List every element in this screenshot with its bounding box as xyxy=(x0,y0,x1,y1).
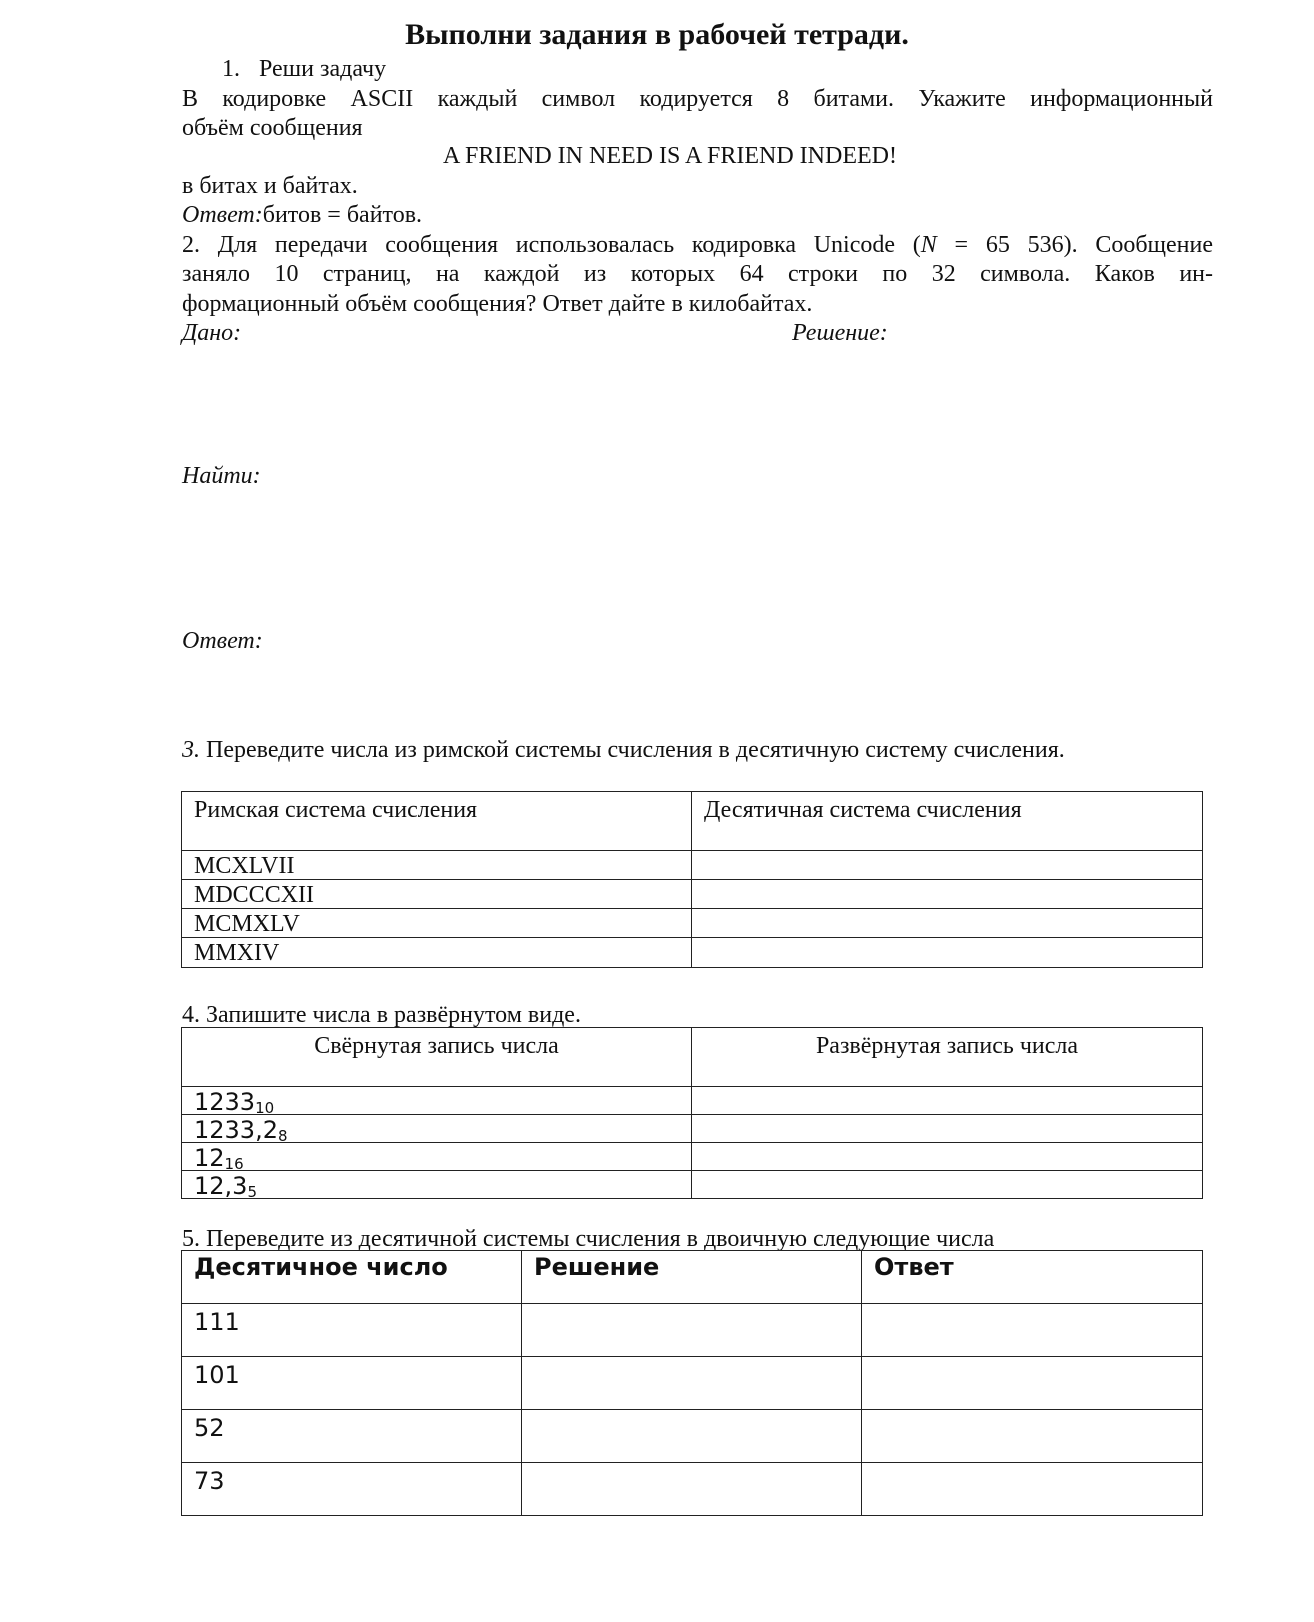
number-base: 8 xyxy=(277,1127,288,1143)
binary-table-header-solution: Решение xyxy=(522,1251,862,1304)
solution-cell[interactable] xyxy=(522,1304,862,1357)
roman-value: MMXIV xyxy=(182,938,692,968)
decimal-number: 111 xyxy=(182,1304,522,1357)
task2-solution-label: Решение: xyxy=(792,320,888,346)
task2-find-label: Найти: xyxy=(182,463,261,489)
task2-line1-part1: 2. Для передачи сообщения использовалась кодировка Unicode ( xyxy=(182,232,921,258)
expanded-answer-cell[interactable] xyxy=(692,1143,1203,1171)
roman-value: MCXLVII xyxy=(182,851,692,880)
expanded-answer-cell[interactable] xyxy=(692,1171,1203,1199)
binary-table-header-answer: Ответ xyxy=(862,1251,1203,1304)
roman-value: MCMXLV xyxy=(182,909,692,938)
answer-cell[interactable] xyxy=(862,1357,1203,1410)
roman-table xyxy=(181,791,1203,968)
task1-text-line3: в битах и байтах. xyxy=(182,173,358,199)
expanded-table-header-short: Свёрнутая запись числа xyxy=(182,1028,692,1087)
task1-number: 1. xyxy=(222,56,240,82)
roman-table-header-roman: Римская система счисления xyxy=(182,792,692,851)
decimal-answer-cell[interactable] xyxy=(692,938,1203,968)
short-number xyxy=(182,1115,692,1143)
number-base: 5 xyxy=(247,1183,257,1199)
decimal-number: 52 xyxy=(182,1410,522,1463)
decimal-answer-cell[interactable] xyxy=(692,880,1203,909)
task2-n-symbol: N xyxy=(920,232,937,258)
number-digits: 1233,2 xyxy=(194,1116,278,1143)
decimal-number: 101 xyxy=(182,1357,522,1410)
expanded-answer-cell[interactable] xyxy=(692,1115,1203,1143)
expanded-table-header-expanded: Развёрнутая запись числа xyxy=(692,1028,1203,1087)
roman-table-header-decimal: Десятичная система счисления xyxy=(692,792,1203,851)
number-digits: 12 xyxy=(194,1144,225,1171)
solution-cell[interactable] xyxy=(522,1410,862,1463)
task5-heading: 5. Переведите из десятичной системы счисления в двоичную следующие числа xyxy=(182,1226,995,1252)
answer-cell[interactable] xyxy=(862,1410,1203,1463)
binary-table xyxy=(181,1250,1203,1516)
task2-text-line3: формационный объём сообщения? Ответ дайте в килобайтах. xyxy=(182,291,813,317)
expanded-table xyxy=(181,1027,1203,1199)
expanded-answer-cell[interactable] xyxy=(692,1087,1203,1115)
short-number xyxy=(182,1087,692,1115)
number-base: 16 xyxy=(224,1155,244,1171)
task2-text-line1 xyxy=(182,233,1213,257)
task2-line1-part2: = 65 536). Сообщение xyxy=(936,232,1214,258)
task4-heading: 4. Запишите числа в развёрнутом виде. xyxy=(182,1002,581,1028)
answer-cell[interactable] xyxy=(862,1463,1203,1516)
task1-answer-label: Ответ: xyxy=(182,202,263,228)
task1-phrase: A FRIEND IN NEED IS A FRIEND INDEED! xyxy=(443,143,897,169)
page-title: Выполни задания в рабочей тетради. xyxy=(405,18,909,51)
decimal-answer-cell[interactable] xyxy=(692,851,1203,880)
number-digits: 1233 xyxy=(194,1088,256,1115)
roman-value: MDCCCXII xyxy=(182,880,692,909)
solution-cell[interactable] xyxy=(522,1357,862,1410)
task1-text-line1: В кодировке ASCII каждый символ кодируется 8 битами. Укажите информационный xyxy=(182,86,1213,112)
task3-heading xyxy=(182,738,1065,762)
task2-text-line2: заняло 10 страниц, на каждой из которых 64 строки по 32 символа. Каков ин- xyxy=(182,261,1213,287)
short-number xyxy=(182,1171,692,1199)
task1-answer-line xyxy=(182,203,422,227)
task1-text-line2: объём сообщения xyxy=(182,115,363,141)
short-number xyxy=(182,1143,692,1171)
task2-given-label: Дано: xyxy=(182,320,242,346)
task1-answer-text: битов = байтов. xyxy=(262,202,423,228)
number-digits: 12,3 xyxy=(194,1172,248,1199)
task3-number: 3. xyxy=(182,737,200,763)
decimal-answer-cell[interactable] xyxy=(692,909,1203,938)
solution-cell[interactable] xyxy=(522,1463,862,1516)
task2-answer-label: Ответ: xyxy=(182,628,263,654)
decimal-number: 73 xyxy=(182,1463,522,1516)
task1-heading: Реши задачу xyxy=(259,56,387,82)
task3-heading-text: Переведите числа из римской системы счисления в десятичную систему счисления. xyxy=(200,737,1065,763)
number-base: 10 xyxy=(255,1099,275,1115)
binary-table-header-decimal: Десятичное число xyxy=(182,1251,522,1304)
answer-cell[interactable] xyxy=(862,1304,1203,1357)
